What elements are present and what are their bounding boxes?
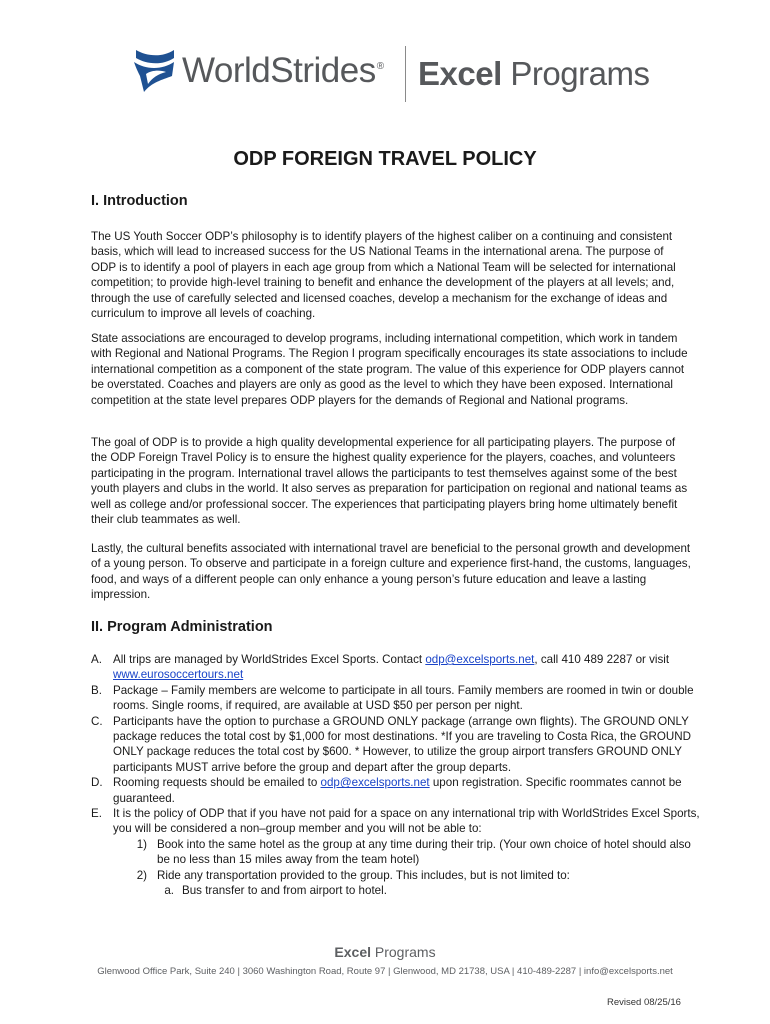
list-item: A. All trips are managed by WorldStrides Excel Sports. Contact odp@excelsports.net, call 410 489 2287 or visit www.eurosoccertours.net (91, 653, 670, 682)
excel-programs-logo: Excel Programs (418, 55, 650, 92)
logo-divider (405, 46, 406, 102)
sub-sub-list-item: a. Bus transfer to and from airport to hotel. (164, 884, 387, 898)
contact-email-link[interactable]: odp@excelsports.net (425, 653, 535, 666)
section-heading-program-administration: II. Program Administration (91, 619, 273, 635)
letterhead (0, 0, 770, 120)
brand-name: WorldStrides® (182, 51, 384, 90)
list-item: C. Participants have the option to purchase a GROUND ONLY package (arrange own flights). The GROUND ONLY package reduces the total cost by $1,000 for most destinations. *If you are traveling to Costa Rica, the GROUND ONLY package reduces the total cost by $600. * However, to utilize the group airport transfers GROUND ONLY participants MUST arrive before the group and depart after the group departs. (91, 714, 692, 774)
intro-paragraph-2: State associations are encouraged to develop programs, including international competition, which work in tandem with Regional and National Programs. The Region I program specifically encourages its state associations to include international competition as a component of the state program. The value of this experience for ODP players cannot be overstated. Coaches and players are only as good as the level to which they have been exposed. International competition at the state level prepares ODP players for the demands of Regional and National programs. (91, 332, 688, 407)
page-title: ODP FOREIGN TRAVEL POLICY (233, 148, 537, 170)
list-item: E. It is the policy of ODP that if you have not paid for a space on any international trip with WorldStrides Excel Sports, you will be considered a non–group member and you will not be able to: (91, 807, 700, 836)
worldstrides-logo (132, 46, 384, 96)
revised-date: Revised 08/25/16 (607, 997, 681, 1008)
sub-list-item: 2) Ride any transportation provided to the group. This includes, but is not limited to: (136, 868, 570, 882)
rooming-email-link[interactable]: odp@excelsports.net (320, 776, 430, 790)
list-item: D. Rooming requests should be emailed to odp@excelsports.net upon registration. Specific roommates cannot be guaranteed. (91, 776, 682, 805)
footer-logo: Excel Programs (334, 944, 436, 960)
intro-paragraph-3: The goal of ODP is to provide a high quality developmental experience for all participating players. The purpose of the ODP Foreign Travel Policy is to ensure the highest quality experience for the players, coaches, and volunteers participating in the program. International travel allows the participants to test themselves against some of the best youth players and clubs in the world. It also serves as preparation for participation on regional and national teams as well as college and/or professional soccer. The experiences that participating players bring home ultimately benefit their club teammates as well. (91, 436, 688, 527)
footer-address: Glenwood Office Park, Suite 240 | 3060 Washington Road, Route 97 | Glenwood, MD 21738, USA | 410-489-2287 | info@excelsports.net (97, 966, 673, 977)
sub-list-item: 1) Book into the same hotel as the group at any time during their trip. (Your own choice of hotel should also be no less than 15 miles away from the team hotel) (136, 837, 691, 867)
section-heading-introduction: I. Introduction (91, 193, 188, 209)
website-link[interactable]: www.eurosoccertours.net (113, 668, 244, 682)
list-item: B. Package – Family members are welcome to participate in all tours. Family members are roomed in twin or double rooms. Single rooms, if required, are available at USD $50 per person per night. (91, 683, 694, 713)
worldstrides-bird-icon (132, 46, 176, 96)
intro-paragraph-1: The US Youth Soccer ODP’s philosophy is to identify players of the highest caliber on a continuing and consistent basis, which will lead to increased success for the US National Teams in the international arena. The purpose of ODP is to identify a pool of players in each age group from which a National Team will be selected for international competition; to provide high-level training to benefit and enhance the development of the players at all levels; and, through the use of carefully selected and licensed coaches, develop a mechanism for the exchange of ideas and curriculum to improve all levels of coaching. (91, 230, 676, 321)
administration-list (91, 652, 701, 899)
intro-paragraph-4: Lastly, the cultural benefits associated with international travel are beneficial to the personal growth and development of a young person. To observe and participate in a foreign culture and experience first-hand, the customs, languages, food, and ways of a different people can only enhance a young person’s future education and leave a lasting impression. (91, 542, 691, 602)
